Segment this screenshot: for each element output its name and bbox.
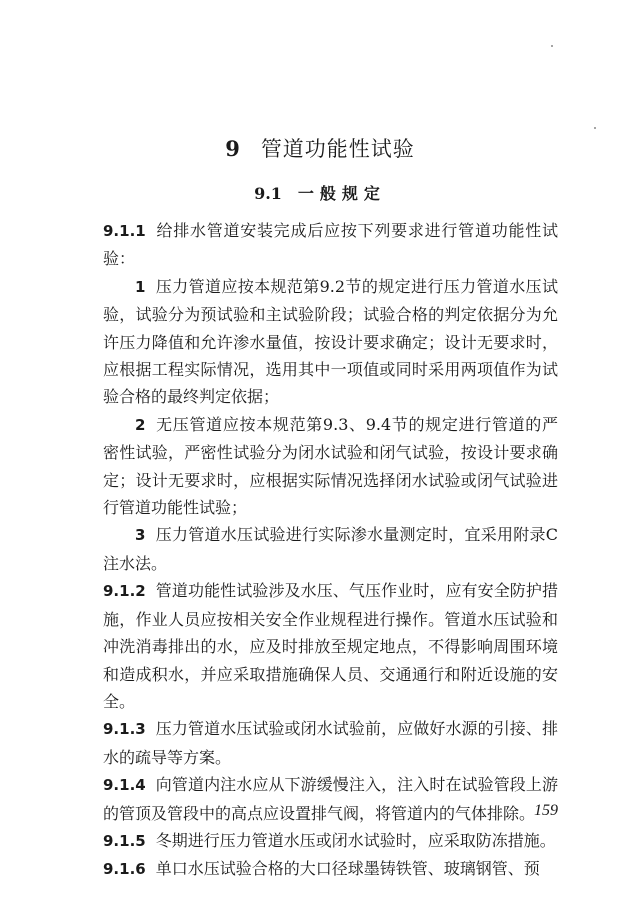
clause-9-1-5 xyxy=(103,827,558,855)
body-text xyxy=(103,217,558,884)
item-text: 压力管道水压试验进行实际渗水量测定时，宜采用附录C注水法。 xyxy=(103,525,558,573)
clause-9-1-1-item-2 xyxy=(103,411,558,522)
clause-9-1-1 xyxy=(103,217,558,273)
item-text: 压力管道应按本规范第9.2节的规定进行压力管道水压试验，试验分为预试验和主试验阶段；试验合格的判定依据分为允许压力降值和允许渗水量值，按设计要求确定；设计无要求时，应根据工程实际情况，选用其中一项值或同时采用两项值作为试验合格的最终判定依据； xyxy=(103,276,558,407)
item-number: 3 xyxy=(135,526,146,545)
item-number: 1 xyxy=(135,277,146,296)
chapter-title-text: 管道功能性试验 xyxy=(260,137,415,161)
clause-text: 压力管道水压试验或闭水试验前，应做好水源的引接、排水的疏导等方案。 xyxy=(103,719,558,767)
page-number: 159 xyxy=(534,802,558,819)
clause-text: 冬期进行压力管道水压或闭水试验时，应采取防冻措施。 xyxy=(155,830,556,850)
clause-9-1-3 xyxy=(103,715,558,771)
clause-number: 9.1.3 xyxy=(103,720,146,739)
section-title xyxy=(0,181,640,204)
section-title-text: 一般规定 xyxy=(297,184,386,203)
clause-text: 向管道内注水应从下游缓慢注入，注入时在试验管段上游的管顶及管段中的高点应设置排气阀，将管道内的气体排除。 xyxy=(103,775,558,823)
clause-number: 9.1.5 xyxy=(103,831,146,850)
clause-9-1-1-item-1 xyxy=(103,273,558,411)
clause-9-1-6 xyxy=(103,855,558,883)
clause-number: 9.1.2 xyxy=(103,582,146,601)
chapter-title xyxy=(0,133,640,163)
item-text: 无压管道应按本规范第9.3、9.4节的规定进行管道的严密性试验，严密性试验分为闭水试验和闭气试验，按设计要求确定；设计无要求时，应根据实际情况选择闭水试验或闭气试验进行管道功能性试验； xyxy=(103,414,558,518)
clause-9-1-1-item-3 xyxy=(103,521,558,577)
clause-number: 9.1.6 xyxy=(103,860,146,879)
clause-text: 管道功能性试验涉及水压、气压作业时，应有安全防护措施，作业人员应按相关安全作业规程进行操作。管道水压试验和冲洗消毒排出的水，应及时排放至规定地点，不得影响周围环境和造成积水，并应采取措施确保人员、交通通行和附近设施的安全。 xyxy=(103,581,558,711)
clause-number: 9.1.4 xyxy=(103,776,146,795)
scan-speck xyxy=(551,45,553,47)
chapter-number: 9 xyxy=(225,136,241,161)
scan-speck xyxy=(594,127,596,129)
clause-number: 9.1.1 xyxy=(103,222,146,240)
section-number: 9.1 xyxy=(254,184,282,203)
clause-text: 给排水管道安装完成后应按下列要求进行管道功能性试验： xyxy=(103,221,558,269)
clause-9-1-2 xyxy=(103,577,558,715)
item-number: 2 xyxy=(135,415,146,434)
clause-9-1-4 xyxy=(103,771,558,827)
clause-text: 单口水压试验合格的大口径球墨铸铁管、玻璃钢管、预 xyxy=(155,859,540,879)
